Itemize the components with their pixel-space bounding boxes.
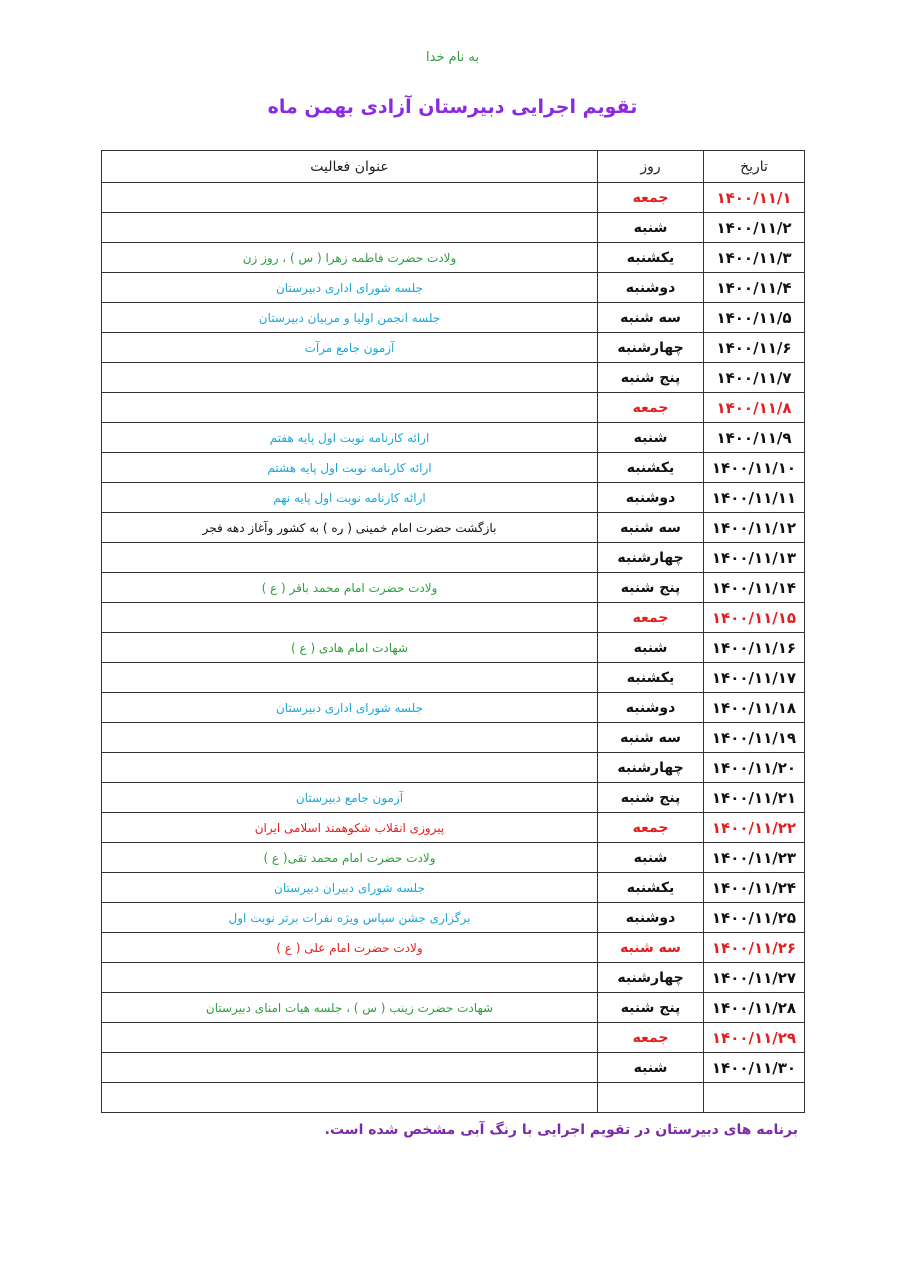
table-row bbox=[102, 183, 805, 213]
date-cell: ۱۴۰۰/۱۱/۱۲ bbox=[704, 513, 805, 543]
activity-cell: ولادت حضرت امام محمد باقر ( ع ) bbox=[102, 573, 598, 603]
activity-cell bbox=[102, 603, 598, 633]
date-cell: ۱۴۰۰/۱۱/۱۴ bbox=[704, 573, 805, 603]
activity-cell: ولادت حضرت فاطمه زهرا ( س ) ، روز زن bbox=[102, 243, 598, 273]
table-row bbox=[102, 483, 805, 513]
header-activity: عنوان فعالیت bbox=[102, 151, 598, 183]
day-cell: سه شنبه bbox=[598, 723, 704, 753]
day-cell: یکشنبه bbox=[598, 453, 704, 483]
page-title: تقویم اجرایی دبیرستان آزادی بهمن ماه bbox=[267, 96, 638, 118]
table-row bbox=[102, 423, 805, 453]
day-cell: یکشنبه bbox=[598, 873, 704, 903]
table-row bbox=[102, 663, 805, 693]
day-cell: شنبه bbox=[598, 843, 704, 873]
table-row bbox=[102, 873, 805, 903]
day-cell: پنج شنبه bbox=[598, 993, 704, 1023]
date-cell: ۱۴۰۰/۱۱/۲۸ bbox=[704, 993, 805, 1023]
activity-cell: جلسه شورای اداری دبیرستان bbox=[102, 693, 598, 723]
activity-cell: ارائه کارنامه نوبت اول پایه هفتم bbox=[102, 423, 598, 453]
activity-cell bbox=[102, 963, 598, 993]
table-row bbox=[102, 273, 805, 303]
table-row bbox=[102, 603, 805, 633]
activity-cell bbox=[102, 723, 598, 753]
activity-cell: شهادت امام هادی ( ع ) bbox=[102, 633, 598, 663]
table-row bbox=[102, 213, 805, 243]
day-cell: چهارشنبه bbox=[598, 543, 704, 573]
table-row bbox=[102, 1023, 805, 1053]
activity-cell bbox=[102, 363, 598, 393]
date-cell: ۱۴۰۰/۱۱/۸ bbox=[704, 393, 805, 423]
date-cell: ۱۴۰۰/۱۱/۳ bbox=[704, 243, 805, 273]
activity-cell: جلسه شورای دبیران دبیرستان bbox=[102, 873, 598, 903]
table-row bbox=[102, 843, 805, 873]
day-cell: چهارشنبه bbox=[598, 333, 704, 363]
day-cell: جمعه bbox=[598, 183, 704, 213]
day-cell: دوشنبه bbox=[598, 273, 704, 303]
day-cell bbox=[598, 1083, 704, 1113]
bismillah-heading: به نام خدا bbox=[426, 50, 479, 65]
footer-note: برنامه های دبیرستان در تقویم اجرایی با رنگ آبی مشخص شده است. bbox=[324, 1122, 798, 1138]
date-cell: ۱۴۰۰/۱۱/۲ bbox=[704, 213, 805, 243]
day-cell: چهارشنبه bbox=[598, 753, 704, 783]
day-cell: جمعه bbox=[598, 813, 704, 843]
table-row bbox=[102, 333, 805, 363]
header-date: تاریخ bbox=[704, 151, 805, 183]
day-cell: پنج شنبه bbox=[598, 783, 704, 813]
day-cell: یکشنبه bbox=[598, 243, 704, 273]
table-row bbox=[102, 543, 805, 573]
day-cell: سه شنبه bbox=[598, 513, 704, 543]
day-cell: شنبه bbox=[598, 423, 704, 453]
table-row bbox=[102, 933, 805, 963]
date-cell: ۱۴۰۰/۱۱/۱۱ bbox=[704, 483, 805, 513]
table-row bbox=[102, 813, 805, 843]
date-cell: ۱۴۰۰/۱۱/۲۱ bbox=[704, 783, 805, 813]
table-header-row bbox=[102, 151, 805, 183]
day-cell: پنج شنبه bbox=[598, 573, 704, 603]
day-cell: دوشنبه bbox=[598, 693, 704, 723]
day-cell: شنبه bbox=[598, 1053, 704, 1083]
activity-cell bbox=[102, 543, 598, 573]
table-row bbox=[102, 393, 805, 423]
date-cell: ۱۴۰۰/۱۱/۱۶ bbox=[704, 633, 805, 663]
activity-cell: جلسه شورای اداری دبیرستان bbox=[102, 273, 598, 303]
table-row bbox=[102, 993, 805, 1023]
date-cell: ۱۴۰۰/۱۱/۱۵ bbox=[704, 603, 805, 633]
table-row bbox=[102, 753, 805, 783]
table-row bbox=[102, 243, 805, 273]
activity-cell bbox=[102, 1023, 598, 1053]
table-row bbox=[102, 723, 805, 753]
day-cell: پنج شنبه bbox=[598, 363, 704, 393]
table-row bbox=[102, 1083, 805, 1113]
table-row bbox=[102, 903, 805, 933]
date-cell: ۱۴۰۰/۱۱/۲۲ bbox=[704, 813, 805, 843]
day-cell: سه شنبه bbox=[598, 933, 704, 963]
activity-cell: ولادت حضرت امام محمد تقی( ع ) bbox=[102, 843, 598, 873]
calendar-table bbox=[101, 150, 805, 1113]
day-cell: شنبه bbox=[598, 213, 704, 243]
activity-cell: ارائه کارنامه نوبت اول پایه نهم bbox=[102, 483, 598, 513]
activity-cell bbox=[102, 1053, 598, 1083]
table-row bbox=[102, 1053, 805, 1083]
date-cell: ۱۴۰۰/۱۱/۳۰ bbox=[704, 1053, 805, 1083]
date-cell: ۱۴۰۰/۱۱/۱۹ bbox=[704, 723, 805, 753]
table-row bbox=[102, 783, 805, 813]
date-cell: ۱۴۰۰/۱۱/۲۷ bbox=[704, 963, 805, 993]
date-cell: ۱۴۰۰/۱۱/۲۹ bbox=[704, 1023, 805, 1053]
activity-cell bbox=[102, 663, 598, 693]
date-cell: ۱۴۰۰/۱۱/۴ bbox=[704, 273, 805, 303]
date-cell: ۱۴۰۰/۱۱/۲۵ bbox=[704, 903, 805, 933]
activity-cell bbox=[102, 1083, 598, 1113]
activity-cell bbox=[102, 183, 598, 213]
date-cell: ۱۴۰۰/۱۱/۲۰ bbox=[704, 753, 805, 783]
date-cell: ۱۴۰۰/۱۱/۱ bbox=[704, 183, 805, 213]
day-cell: جمعه bbox=[598, 393, 704, 423]
date-cell bbox=[704, 1083, 805, 1113]
date-cell: ۱۴۰۰/۱۱/۱۳ bbox=[704, 543, 805, 573]
activity-cell: ولادت حضرت امام علی ( ع ) bbox=[102, 933, 598, 963]
activity-cell: آزمون جامع دبیرستان bbox=[102, 783, 598, 813]
activity-cell: جلسه انجمن اولیا و مربیان دبیرستان bbox=[102, 303, 598, 333]
day-cell: دوشنبه bbox=[598, 483, 704, 513]
activity-cell bbox=[102, 213, 598, 243]
activity-cell: پیروزی انقلاب شکوهمند اسلامی ایران bbox=[102, 813, 598, 843]
activity-cell: شهادت حضرت زینب ( س ) ، جلسه هیات امنای دبیرستان bbox=[102, 993, 598, 1023]
header-day: روز bbox=[598, 151, 704, 183]
activity-cell: بازگشت حضرت امام خمینی ( ره ) به کشور وآغاز دهه فجر bbox=[102, 513, 598, 543]
day-cell: سه شنبه bbox=[598, 303, 704, 333]
day-cell: چهارشنبه bbox=[598, 963, 704, 993]
day-cell: دوشنبه bbox=[598, 903, 704, 933]
date-cell: ۱۴۰۰/۱۱/۲۴ bbox=[704, 873, 805, 903]
activity-cell bbox=[102, 753, 598, 783]
day-cell: شنبه bbox=[598, 633, 704, 663]
date-cell: ۱۴۰۰/۱۱/۵ bbox=[704, 303, 805, 333]
activity-cell: ارائه کارنامه نوبت اول پایه هشتم bbox=[102, 453, 598, 483]
date-cell: ۱۴۰۰/۱۱/۱۷ bbox=[704, 663, 805, 693]
date-cell: ۱۴۰۰/۱۱/۶ bbox=[704, 333, 805, 363]
activity-cell: آزمون جامع مرآت bbox=[102, 333, 598, 363]
table-row bbox=[102, 963, 805, 993]
table-row bbox=[102, 453, 805, 483]
table-row bbox=[102, 693, 805, 723]
date-cell: ۱۴۰۰/۱۱/۷ bbox=[704, 363, 805, 393]
table-body bbox=[102, 183, 805, 1113]
day-cell: یکشنبه bbox=[598, 663, 704, 693]
table-row bbox=[102, 573, 805, 603]
table-row bbox=[102, 513, 805, 543]
activity-cell: برگزاری جشن سپاس ویژه نفرات برتر نوبت اول bbox=[102, 903, 598, 933]
date-cell: ۱۴۰۰/۱۱/۹ bbox=[704, 423, 805, 453]
date-cell: ۱۴۰۰/۱۱/۱۰ bbox=[704, 453, 805, 483]
date-cell: ۱۴۰۰/۱۱/۲۳ bbox=[704, 843, 805, 873]
activity-cell bbox=[102, 393, 598, 423]
date-cell: ۱۴۰۰/۱۱/۱۸ bbox=[704, 693, 805, 723]
day-cell: جمعه bbox=[598, 1023, 704, 1053]
table-row bbox=[102, 303, 805, 333]
table-row bbox=[102, 363, 805, 393]
table-row bbox=[102, 633, 805, 663]
date-cell: ۱۴۰۰/۱۱/۲۶ bbox=[704, 933, 805, 963]
day-cell: جمعه bbox=[598, 603, 704, 633]
